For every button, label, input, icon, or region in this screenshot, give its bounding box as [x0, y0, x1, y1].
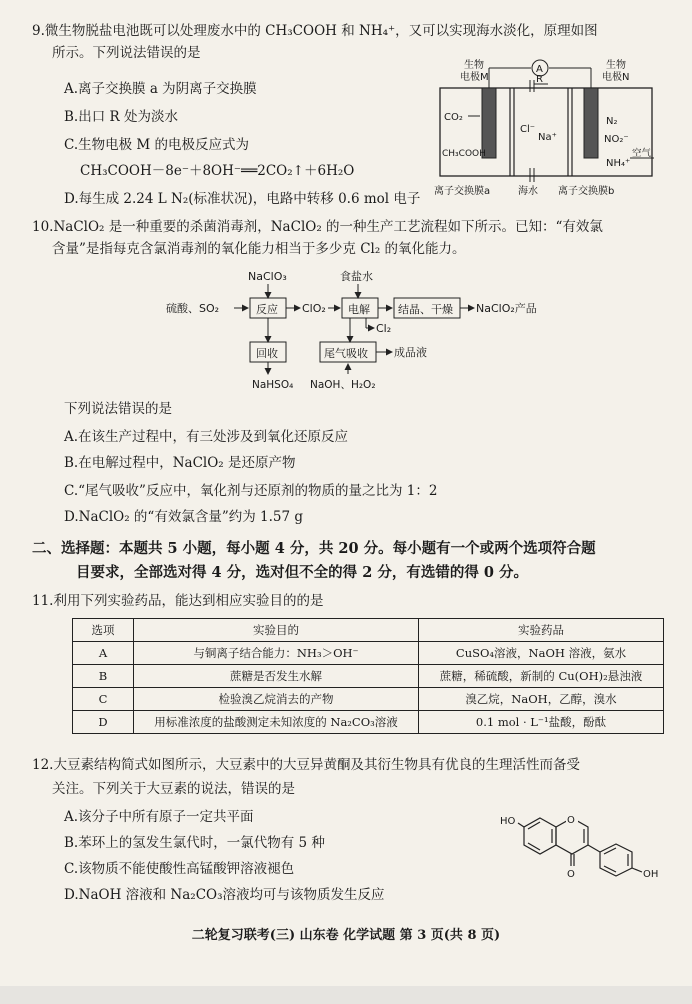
- daidzein-structure: [500, 804, 672, 884]
- table-cell: A: [73, 642, 134, 665]
- n2-label: N₂: [606, 116, 618, 127]
- q10-option-a: A.在该生产过程中，有三处涉及到氧化还原反应: [64, 429, 349, 445]
- table-cell: CuSO₄溶液，NaOH 溶液，氨水: [419, 642, 664, 665]
- electrode-m-label-bottom: 电极M: [460, 72, 489, 83]
- ammonium-label: NH₄⁺: [606, 158, 631, 169]
- q11-table: [72, 618, 664, 734]
- q12-option-b: B.苯环上的氢发生氯代时，一氯代物有 5 种: [64, 835, 325, 851]
- q9-stem-line2: 所示。下列说法错误的是: [52, 45, 201, 61]
- electrolysis-label: 电解: [348, 303, 370, 316]
- q10-stem-line1: 10.NaClO₂ 是一种重要的杀菌消毒剂，NaClO₂ 的一种生产工艺流程如下所示。已知：“有效氯: [32, 219, 603, 235]
- electrode-n-label-bottom: 电极N: [602, 72, 630, 83]
- table-cell: 0.1 mol · L⁻¹盐酸，酚酞: [419, 711, 664, 734]
- sodium-ion-label: Na⁺: [538, 132, 557, 143]
- q10-stem-line2: 含量”是指每克含氯消毒剂的氧化能力相当于多少克 Cl₂ 的氧化能力。: [52, 241, 466, 257]
- reagents-label: 硫酸、SO₂: [166, 302, 220, 315]
- benzene-ring-a: [524, 818, 556, 854]
- naoh-h2o2-label: NaOH、H₂O₂: [310, 379, 376, 391]
- crystallize-label: 结晶、干燥: [398, 303, 453, 316]
- ch3cooh-label: CH₃COOH: [442, 149, 486, 159]
- table-cell: 检验溴乙烷消去的产物: [134, 688, 419, 711]
- seawater-label: 海水: [518, 186, 538, 197]
- clo2-label: ClO₂: [302, 302, 326, 315]
- q10-option-d: D.NaClO₂ 的“有效氯含量”约为 1.57 g: [64, 509, 303, 525]
- electrode-m: [482, 88, 496, 158]
- ring-oxygen-label: O: [567, 815, 575, 826]
- table-header-cell: 选项: [73, 619, 134, 642]
- benzene-ring-b: [600, 844, 632, 876]
- air-label: 空气: [632, 148, 652, 159]
- electrode-n: [584, 88, 598, 158]
- q10-flowchart: [160, 266, 560, 392]
- section2-heading-line1: 二、选择题：本题共 5 小题，每小题 4 分，共 20 分。每小题有一个或两个选项符合题: [32, 540, 596, 557]
- recover-label: 回收: [256, 347, 278, 360]
- table-cell: 蔗糖是否发生水解: [134, 665, 419, 688]
- table-header-cell: 实验目的: [134, 619, 419, 642]
- electrode-n-label-top: 生物: [606, 60, 626, 71]
- q10-stem-line3: 下列说法错误的是: [64, 401, 172, 417]
- naclo3-label: NaClO₃: [248, 270, 287, 283]
- q12-option-d: D.NaOH 溶液和 Na₂CO₃溶液均可与该物质发生反应: [64, 887, 385, 903]
- membrane-b-label: 离子交换膜b: [558, 186, 615, 197]
- q11-stem: 11.利用下列实验药品，能达到相应实验目的的是: [32, 593, 324, 609]
- table-header-cell: 实验药品: [419, 619, 664, 642]
- keto-oxygen-label: O: [567, 869, 575, 880]
- table-row: [73, 688, 664, 711]
- table-cell: C: [73, 688, 134, 711]
- finished-liquid-label: 成品液: [394, 346, 427, 359]
- oh-right-label: OH: [643, 869, 659, 880]
- table-row: [73, 642, 664, 665]
- table-cell: 与铜离子结合能力：NH₃＞OH⁻: [134, 642, 419, 665]
- product-label: NaClO₂产品: [476, 302, 537, 315]
- page-footer: 二轮复习联考(三) 山东卷 化学试题 第 3 页(共 8 页): [191, 928, 501, 943]
- q9-option-a: A.离子交换膜 a 为阴离子交换膜: [64, 81, 257, 97]
- membrane-a-label: 离子交换膜a: [434, 186, 491, 197]
- table-row: [73, 665, 664, 688]
- q9-cell-diagram: [430, 58, 662, 200]
- q12-option-a: A.该分子中所有原子一定共平面: [64, 809, 254, 825]
- brine-label: 食盐水: [340, 270, 373, 283]
- q9-option-c-equation: CH₃COOH－8e⁻＋8OH⁻══2CO₂↑＋6H₂O: [80, 163, 355, 179]
- table-cell: B: [73, 665, 134, 688]
- q12-stem-line2: 关注。下列关于大豆素的说法，错误的是: [52, 781, 295, 797]
- cl2-label: Cl₂: [376, 322, 392, 335]
- q9-option-d: D.每生成 2.24 L N₂(标准状况)，电路中转移 0.6 mol 电子: [64, 191, 421, 207]
- ammeter-label: A: [536, 64, 543, 75]
- outlet-r-label: R: [536, 74, 543, 85]
- q9-option-b: B.出口 R 处为淡水: [64, 109, 178, 125]
- reaction-label: 反应: [256, 303, 278, 316]
- table-header-row: [73, 619, 664, 642]
- table-cell: D: [73, 711, 134, 734]
- nahso4-label: NaHSO₄: [252, 379, 294, 391]
- table-cell: 溴乙烷，NaOH，乙醇，溴水: [419, 688, 664, 711]
- section2-heading-line2: 目要求，全部选对得 4 分，选对但不全的得 2 分，有选错的得 0 分。: [76, 564, 529, 581]
- q12-option-c: C.该物质不能使酸性高锰酸钾溶液褪色: [64, 861, 295, 877]
- q12-stem-line1: 12.大豆素结构简式如图所示，大豆素中的大豆异黄酮及其衍生物具有优良的生理活性而备受: [32, 757, 580, 773]
- nitrite-label: NO₂⁻: [604, 134, 629, 145]
- table-cell: 用标准浓度的盐酸测定未知浓度的 Na₂CO₃溶液: [134, 711, 419, 734]
- table-cell: 蔗糖，稀硫酸，新制的 Cu(OH)₂悬浊液: [419, 665, 664, 688]
- electrode-m-label-top: 生物: [464, 60, 484, 71]
- q9-option-c: C.生物电极 M 的电极反应式为: [64, 137, 250, 153]
- chloride-ion-label: Cl⁻: [520, 124, 536, 135]
- table-row: [73, 711, 664, 734]
- bottom-margin-strip: [0, 986, 692, 1004]
- q9-stem-line1: 9.微生物脱盐电池既可以处理废水中的 CH₃COOH 和 NH₄⁺，又可以实现海水淡化，原理如图: [32, 23, 598, 39]
- q10-option-c: C.“尾气吸收”反应中，氧化剂与还原剂的物质的量之比为 1：2: [64, 483, 438, 499]
- tail-gas-label: 尾气吸收: [324, 347, 368, 360]
- co2-label: CO₂: [444, 112, 463, 123]
- ho-left-label: HO: [500, 816, 516, 827]
- q10-option-b: B.在电解过程中，NaClO₂ 是还原产物: [64, 455, 296, 471]
